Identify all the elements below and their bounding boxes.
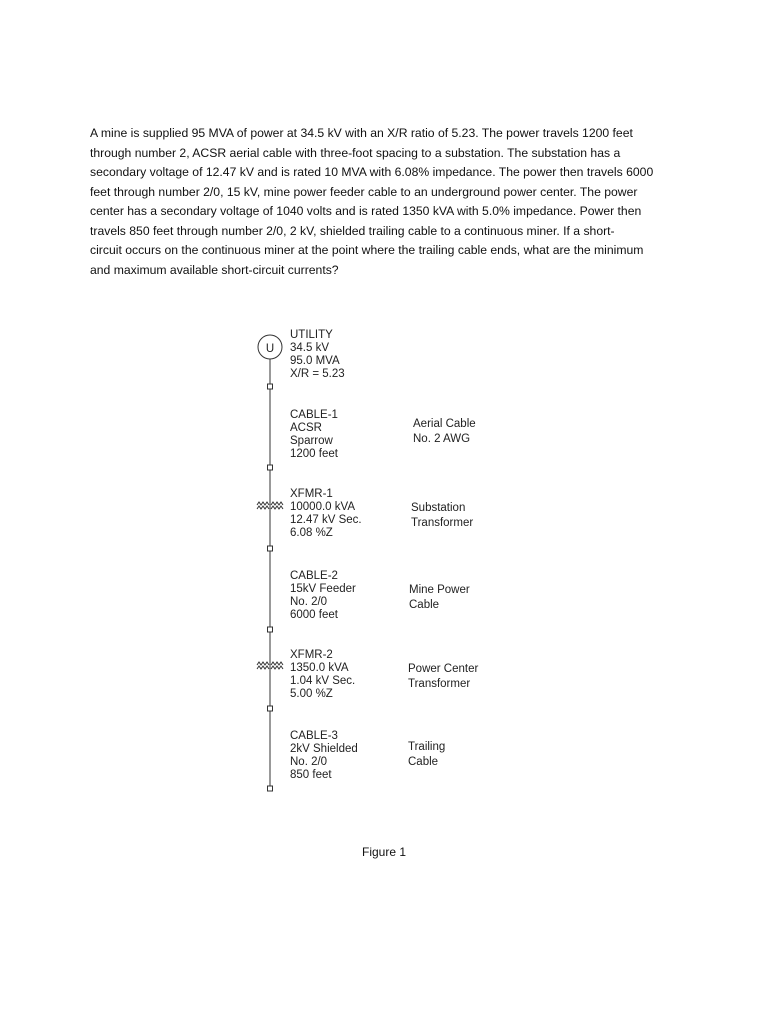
utility-voltage: 34.5 kV xyxy=(290,342,329,354)
xfmr1-label: XFMR-1 xyxy=(290,488,333,500)
problem-line: feet through number 2/0, 15 kV, mine power feeder cable to an underground power center. The power xyxy=(90,184,638,199)
xfmr2-secondary: 1.04 kV Sec. xyxy=(290,675,356,687)
problem-line: through number 2, ACSR aerial cable with three-foot spacing to a substation. The substation has a xyxy=(90,145,621,160)
xfmr1-secondary: 12.47 kV Sec. xyxy=(290,514,362,526)
cable1-code: Sparrow xyxy=(290,435,333,447)
bus-node xyxy=(268,465,273,470)
bus-node xyxy=(268,546,273,551)
problem-line: A mine is supplied 95 MVA of power at 34.5 kV with an X/R ratio of 5.23. The power travels 1200 feet xyxy=(90,126,633,140)
cable3-desc: Cable xyxy=(408,756,439,768)
xfmr1-impedance: 6.08 %Z xyxy=(290,527,333,539)
xfmr1-desc: Transformer xyxy=(411,517,474,529)
bus-node xyxy=(268,786,273,791)
xfmr2-rating: 1350.0 kVA xyxy=(290,662,349,674)
problem-line: secondary voltage of 12.47 kV and is rated 10 MVA with 6.08% impedance. The power then travels 6000 xyxy=(90,165,654,179)
bus-node xyxy=(268,627,273,632)
utility-power: 95.0 MVA xyxy=(290,355,340,367)
xfmr2-desc: Power Center xyxy=(408,663,479,675)
cable3-size: No. 2/0 xyxy=(290,756,328,768)
problem-line: circuit occurs on the continuous miner at the point where the trailing cable ends, what are the minimum xyxy=(90,243,644,257)
bus-node xyxy=(268,384,273,389)
xfmr1-rating: 10000.0 kVA xyxy=(290,501,356,513)
cable1-type: ACSR xyxy=(290,422,322,434)
cable1-desc: Aerial Cable xyxy=(413,418,476,430)
xfmr2-impedance: 5.00 %Z xyxy=(290,688,333,700)
xfmr2-label: XFMR-2 xyxy=(290,649,333,661)
bus-node xyxy=(268,706,273,711)
cable2-desc: Mine Power xyxy=(409,584,470,596)
problem-line: travels 850 feet through number 2/0, 2 kV, shielded trailing cable to a continuous miner. If a short- xyxy=(90,223,615,238)
cable3-label: CABLE-3 xyxy=(290,730,338,742)
figure-caption: Figure 1 xyxy=(362,845,407,859)
cable3-desc: Trailing xyxy=(408,741,446,753)
cable1-label: CABLE-1 xyxy=(290,409,338,421)
problem-line: center has a secondary voltage of 1040 volts and is rated 1350 kVA with 5.0% impedance. Power then xyxy=(90,204,642,218)
xfmr2-desc: Transformer xyxy=(408,678,471,690)
cable2-label: CABLE-2 xyxy=(290,570,338,582)
cable2-size: No. 2/0 xyxy=(290,596,328,608)
cable1-desc: No. 2 AWG xyxy=(413,433,471,445)
cable2-length: 6000 feet xyxy=(290,609,338,621)
cable2-desc: Cable xyxy=(409,599,440,611)
utility-symbol: U xyxy=(265,343,275,355)
cable3-length: 850 feet xyxy=(290,769,332,781)
xfmr1-desc: Substation xyxy=(411,502,466,514)
utility-label: UTILITY xyxy=(290,329,333,341)
cable3-type: 2kV Shielded xyxy=(290,743,358,755)
utility-xr: X/R = 5.23 xyxy=(290,368,345,380)
cable2-type: 15kV Feeder xyxy=(290,583,356,595)
problem-line: and maximum available short-circuit currents? xyxy=(90,262,339,277)
cable1-length: 1200 feet xyxy=(290,448,338,460)
